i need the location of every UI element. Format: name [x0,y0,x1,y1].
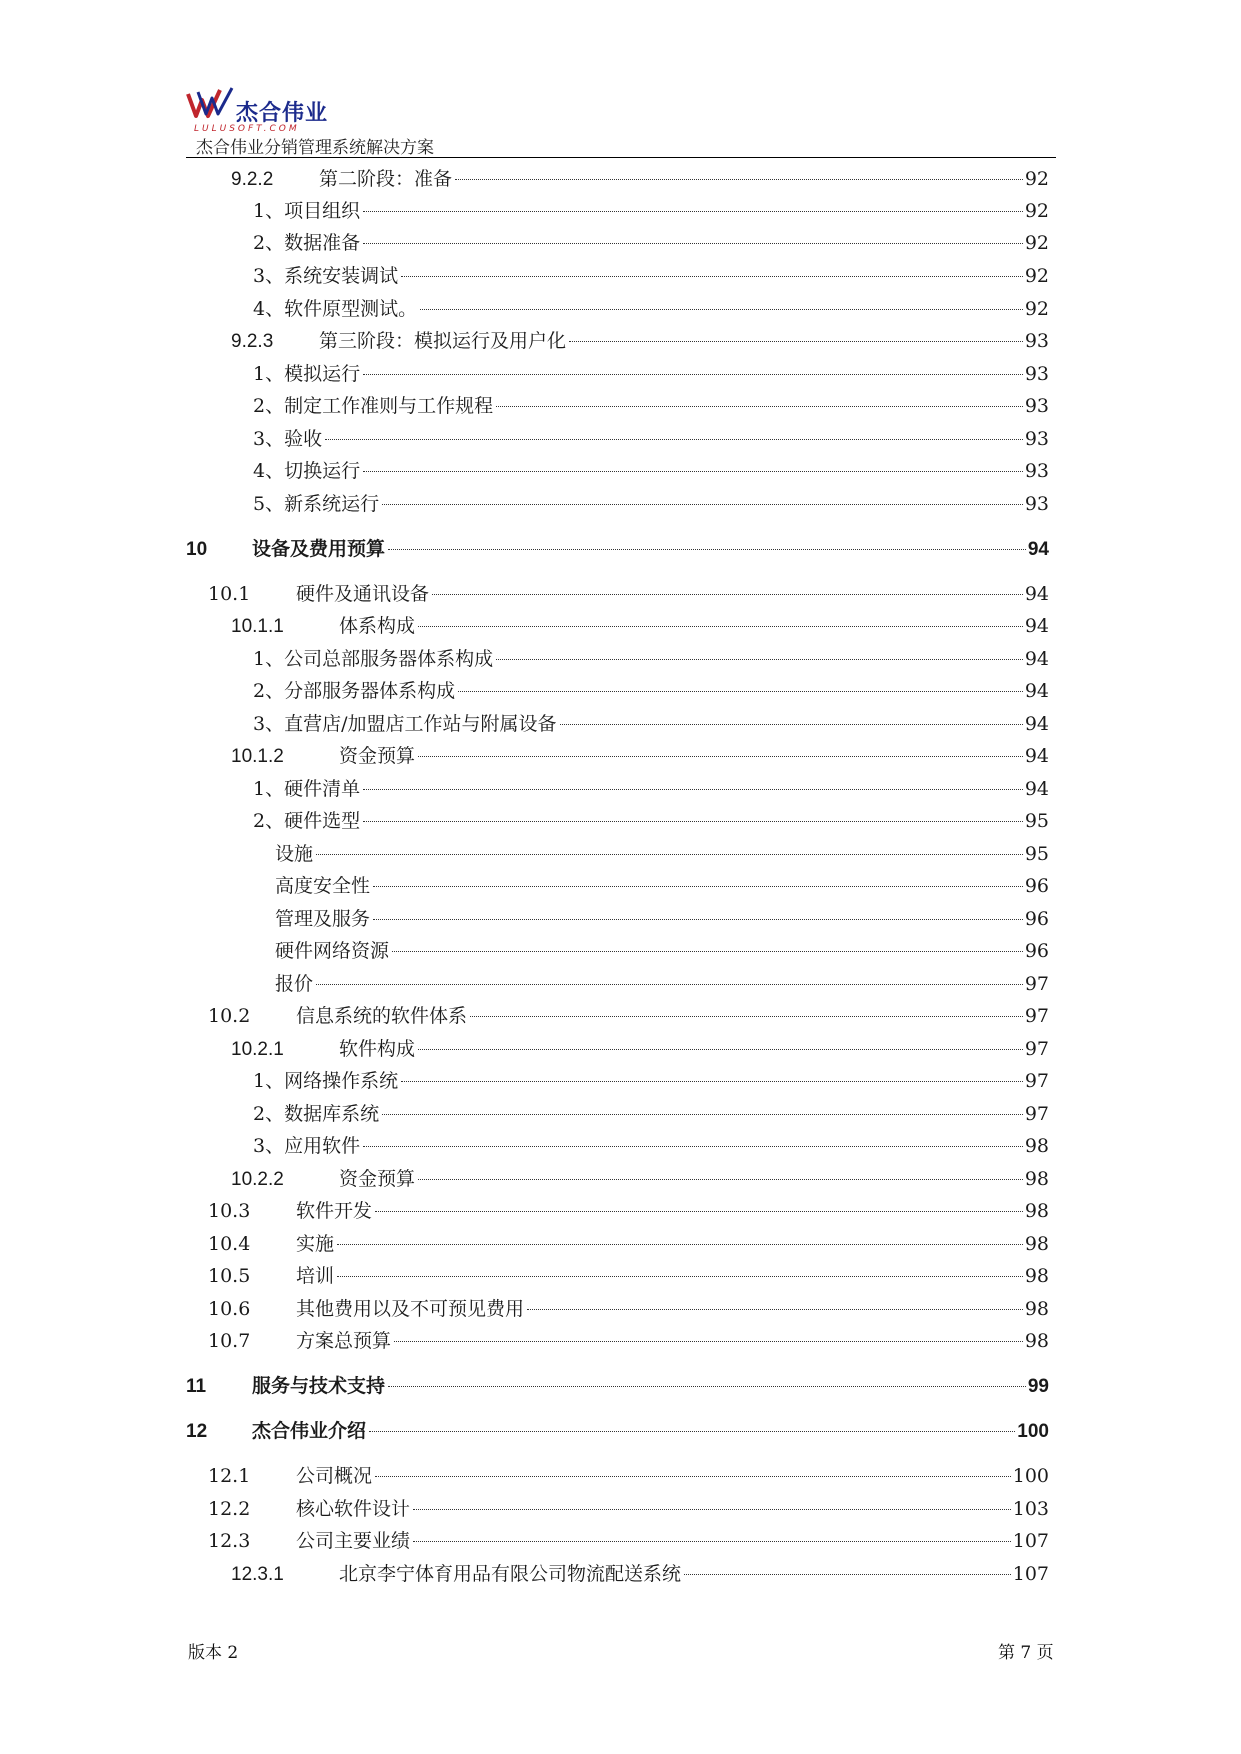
toc-entry[interactable] [208,1229,1049,1257]
toc-entry-title: 直营店/加盟店工作站与附属设备 [284,713,557,735]
toc-entry[interactable] [253,489,1049,517]
toc-entry-page: 94 [1027,539,1049,560]
toc-entry-title: 资金预算 [339,1168,416,1190]
toc-entry-page: 94 [1024,745,1049,767]
toc-leader-dots [418,756,1023,757]
toc-leader-dots [496,659,1023,660]
toc-entry-page: 93 [1024,493,1049,515]
toc-entry[interactable] [253,359,1049,387]
toc-entry-page: 99 [1027,1376,1049,1397]
toc-leader-dots [363,821,1023,822]
toc-entry-number: 10.1 [208,583,251,605]
footer-page-number: 第 7 页 [998,1643,1054,1663]
toc-entry-title: 管理及服务 [275,908,371,930]
toc-entry-number: 2、 [253,810,285,832]
toc-entry-page: 93 [1024,330,1049,352]
toc-entry-number: 2、 [253,1103,285,1125]
toc-entry-page: 107 [1012,1563,1049,1585]
toc-entry[interactable] [208,1294,1049,1322]
toc-entry-title: 信息系统的软件体系 [296,1005,468,1027]
toc-entry-title: 硬件选型 [284,810,361,832]
toc-entry[interactable] [231,1164,1049,1192]
toc-leader-dots [325,439,1023,440]
toc-entry-page: 93 [1024,460,1049,482]
toc-entry-number: 10.1.2 [231,746,284,767]
toc-entry-page: 94 [1024,778,1049,800]
toc-entry-page: 96 [1024,908,1049,930]
toc-entry-title: 公司总部服务器体系构成 [284,648,494,670]
toc-entry-number: 10.4 [208,1233,251,1255]
toc-entry[interactable] [275,839,1049,867]
toc-entry-title: 服务与技术支持 [252,1375,386,1397]
toc-entry-number: 9.2.3 [231,331,274,352]
toc-entry-title: 公司主要业绩 [296,1530,411,1552]
toc-entry[interactable] [208,1326,1049,1354]
toc-entry-number: 10.2.1 [231,1039,284,1060]
toc-leader-dots [470,1016,1023,1017]
toc-entry[interactable] [253,644,1049,672]
toc-leader-dots [337,1276,1023,1277]
toc-entry[interactable] [253,774,1049,802]
toc-entry-number: 3、 [253,265,285,287]
toc-entry-title: 其他费用以及不可预见费用 [296,1298,525,1320]
toc-entry-title: 硬件网络资源 [275,940,390,962]
toc-entry-page: 92 [1024,232,1049,254]
toc-entry-number: 2、 [253,395,285,417]
toc-entry-title: 硬件清单 [284,778,361,800]
toc-entry-page: 92 [1024,200,1049,222]
toc-entry[interactable] [253,709,1049,737]
toc-entry-number: 1、 [253,1070,285,1092]
toc-entry[interactable] [253,424,1049,452]
toc-entry-number: 1、 [253,200,285,222]
toc-leader-dots [373,886,1023,887]
toc-entry-number: 5、 [253,493,285,515]
toc-entry-number: 10 [186,539,208,560]
toc-leader-dots [337,1244,1023,1245]
toc-entry-page: 97 [1024,1038,1049,1060]
toc-entry[interactable] [253,261,1049,289]
toc-entry-page: 94 [1024,615,1049,637]
toc-leader-dots [569,341,1023,342]
document-title: 杰合伟业分销管理系统解决方案 [196,138,434,158]
header-divider [186,157,1056,158]
toc-entry[interactable] [253,1066,1049,1094]
toc-entry-page: 93 [1024,363,1049,385]
toc-entry-title: 设备及费用预算 [252,538,386,560]
toc-entry-number: 10.1.1 [231,616,284,637]
toc-entry-title: 制定工作准则与工作规程 [284,395,494,417]
toc-leader-dots [455,179,1023,180]
toc-entry-title: 方案总预算 [296,1330,392,1352]
toc-leader-dots [413,1541,1011,1542]
toc-entry-page: 92 [1024,265,1049,287]
logo-name: 杰合伟业 [236,101,329,126]
toc-entry-title: 项目组织 [284,200,361,222]
toc-entry-title: 北京李宁体育用品有限公司物流配送系统 [339,1563,682,1585]
logo-url: LULUSOFT.COM [194,124,300,134]
toc-entry-number: 10.7 [208,1330,251,1352]
toc-entry-title: 体系构成 [339,615,416,637]
toc-entry-page: 92 [1024,168,1049,190]
toc-chapter-entry[interactable] [186,1416,1049,1444]
toc-entry-title: 切换运行 [284,460,361,482]
toc-entry-number: 10.5 [208,1265,251,1287]
toc-leader-dots [363,471,1023,472]
logo-w-mark-icon [186,86,238,126]
toc-entry-page: 93 [1024,428,1049,450]
toc-entry[interactable] [275,904,1049,932]
toc-entry-title: 核心软件设计 [296,1498,411,1520]
toc-entry[interactable] [253,676,1049,704]
toc-leader-dots [363,374,1023,375]
toc-entry-page: 98 [1024,1330,1049,1352]
toc-leader-dots [316,984,1023,985]
toc-entry[interactable] [208,1494,1049,1522]
toc-entry-title: 软件原型测试。 [284,298,418,320]
toc-leader-dots [392,951,1023,952]
toc-entry-page: 100 [1012,1465,1049,1487]
toc-entry-title: 高度安全性 [275,875,371,897]
toc-leader-dots [382,504,1023,505]
toc-entry-title: 实施 [296,1233,335,1255]
toc-entry[interactable] [275,871,1049,899]
toc-entry[interactable] [275,936,1049,964]
toc-leader-dots [394,1341,1023,1342]
toc-chapter-entry[interactable] [186,1371,1049,1399]
toc-entry-title: 分部服务器体系构成 [284,680,456,702]
toc-entry[interactable] [231,1034,1049,1062]
toc-entry[interactable] [231,326,1049,354]
toc-entry-page: 96 [1024,875,1049,897]
toc-leader-dots [373,919,1023,920]
toc-entry-title: 资金预算 [339,745,416,767]
toc-leader-dots [560,724,1023,725]
toc-entry-title: 应用软件 [284,1135,361,1157]
toc-entry-title: 网络操作系统 [284,1070,399,1092]
toc-entry-number: 2、 [253,680,285,702]
toc-entry-title: 培训 [296,1265,335,1287]
toc-leader-dots [418,626,1023,627]
toc-entry-page: 98 [1024,1265,1049,1287]
toc-entry-title: 硬件及通讯设备 [296,583,430,605]
toc-entry-page: 98 [1024,1233,1049,1255]
toc-entry[interactable] [253,391,1049,419]
toc-entry-number: 4、 [253,460,285,482]
toc-entry-number: 12.3.1 [231,1564,284,1585]
toc-entry-page: 107 [1012,1530,1049,1552]
toc-entry[interactable] [253,294,1049,322]
toc-leader-dots [527,1309,1023,1310]
toc-leader-dots [432,594,1023,595]
toc-entry[interactable] [253,228,1049,256]
toc-entry[interactable] [231,1559,1049,1587]
toc-entry-title: 模拟运行 [284,363,361,385]
toc-entry-number: 3、 [253,428,285,450]
toc-entry-page: 97 [1024,1103,1049,1125]
toc-entry-number: 12.3 [208,1530,251,1552]
toc-entry-title: 新系统运行 [284,493,380,515]
toc-leader-dots [401,1081,1023,1082]
toc-entry-number: 1、 [253,778,285,800]
toc-leader-dots [363,1146,1023,1147]
toc-entry-number: 12 [186,1421,208,1442]
toc-entry-number: 12.1 [208,1465,251,1487]
toc-entry-page: 98 [1024,1200,1049,1222]
toc-entry[interactable] [208,1461,1049,1489]
toc-entry[interactable] [253,1131,1049,1159]
toc-entry-number: 12.2 [208,1498,251,1520]
toc-leader-dots [382,1114,1023,1115]
toc-entry[interactable] [275,969,1049,997]
toc-entry-page: 92 [1024,298,1049,320]
toc-entry-title: 第三阶段：模拟运行及用户化 [319,330,567,352]
company-logo [186,86,346,138]
toc-leader-dots [369,1431,1015,1432]
toc-entry-page: 94 [1024,680,1049,702]
toc-entry-number: 10.3 [208,1200,251,1222]
toc-entry-number: 10.2.2 [231,1169,284,1190]
toc-entry[interactable] [253,196,1049,224]
toc-entry-title: 软件开发 [296,1200,373,1222]
toc-leader-dots [684,1574,1011,1575]
toc-entry-number: 1、 [253,648,285,670]
toc-entry-title: 软件构成 [339,1038,416,1060]
toc-entry-number: 10.6 [208,1298,251,1320]
toc-entry-page: 98 [1024,1298,1049,1320]
toc-entry-page: 94 [1024,648,1049,670]
toc-entry-title: 数据准备 [284,232,361,254]
toc-leader-dots [375,1211,1023,1212]
toc-entry-number: 10.2 [208,1005,251,1027]
toc-entry-title: 验收 [284,428,323,450]
toc-entry-number: 4、 [253,298,285,320]
toc-entry-page: 93 [1024,395,1049,417]
toc-entry[interactable] [231,611,1049,639]
toc-entry-number: 3、 [253,1135,285,1157]
toc-entry-page: 95 [1024,810,1049,832]
toc-leader-dots [363,243,1023,244]
toc-leader-dots [418,1049,1023,1050]
toc-leader-dots [418,1179,1023,1180]
toc-entry-title: 数据库系统 [284,1103,380,1125]
toc-entry-page: 97 [1024,1070,1049,1092]
toc-chapter-entry[interactable] [186,534,1049,562]
toc-entry-page: 95 [1024,843,1049,865]
toc-entry-number: 1、 [253,363,285,385]
toc-leader-dots [420,309,1023,310]
toc-entry[interactable] [208,579,1049,607]
toc-leader-dots [363,211,1023,212]
toc-entry-page: 97 [1024,1005,1049,1027]
toc-entry-number: 3、 [253,713,285,735]
toc-entry[interactable] [208,1261,1049,1289]
toc-entry-number: 9.2.2 [231,169,274,190]
toc-leader-dots [388,1386,1026,1387]
toc-entry[interactable] [253,456,1049,484]
toc-entry-page: 98 [1024,1135,1049,1157]
toc-entry-page: 96 [1024,940,1049,962]
toc-leader-dots [375,1476,1011,1477]
toc-leader-dots [458,691,1023,692]
toc-entry[interactable] [253,806,1049,834]
toc-entry[interactable] [253,1099,1049,1127]
toc-entry-title: 杰合伟业介绍 [252,1420,367,1442]
toc-leader-dots [401,276,1023,277]
toc-entry-page: 97 [1024,973,1049,995]
toc-entry[interactable] [208,1001,1049,1029]
toc-entry-page: 94 [1024,583,1049,605]
toc-entry-page: 103 [1012,1498,1049,1520]
toc-leader-dots [316,854,1023,855]
toc-entry-title: 第二阶段：准备 [319,168,453,190]
toc-entry[interactable] [208,1196,1049,1224]
toc-entry[interactable] [208,1526,1049,1554]
toc-entry-number: 2、 [253,232,285,254]
footer-version: 版本 2 [188,1643,239,1663]
toc-leader-dots [388,549,1026,550]
toc-entry-page: 94 [1024,713,1049,735]
toc-leader-dots [496,406,1023,407]
toc-entry-title: 设施 [275,843,314,865]
toc-entry-title: 报价 [275,973,314,995]
toc-leader-dots [363,789,1023,790]
toc-entry-page: 98 [1024,1168,1049,1190]
toc-entry[interactable] [231,164,1049,192]
toc-entry-title: 公司概况 [296,1465,373,1487]
toc-entry-title: 系统安装调试 [284,265,399,287]
toc-leader-dots [413,1509,1011,1510]
toc-entry-number: 11 [186,1376,207,1397]
toc-entry-page: 100 [1017,1421,1049,1442]
toc-entry[interactable] [231,741,1049,769]
